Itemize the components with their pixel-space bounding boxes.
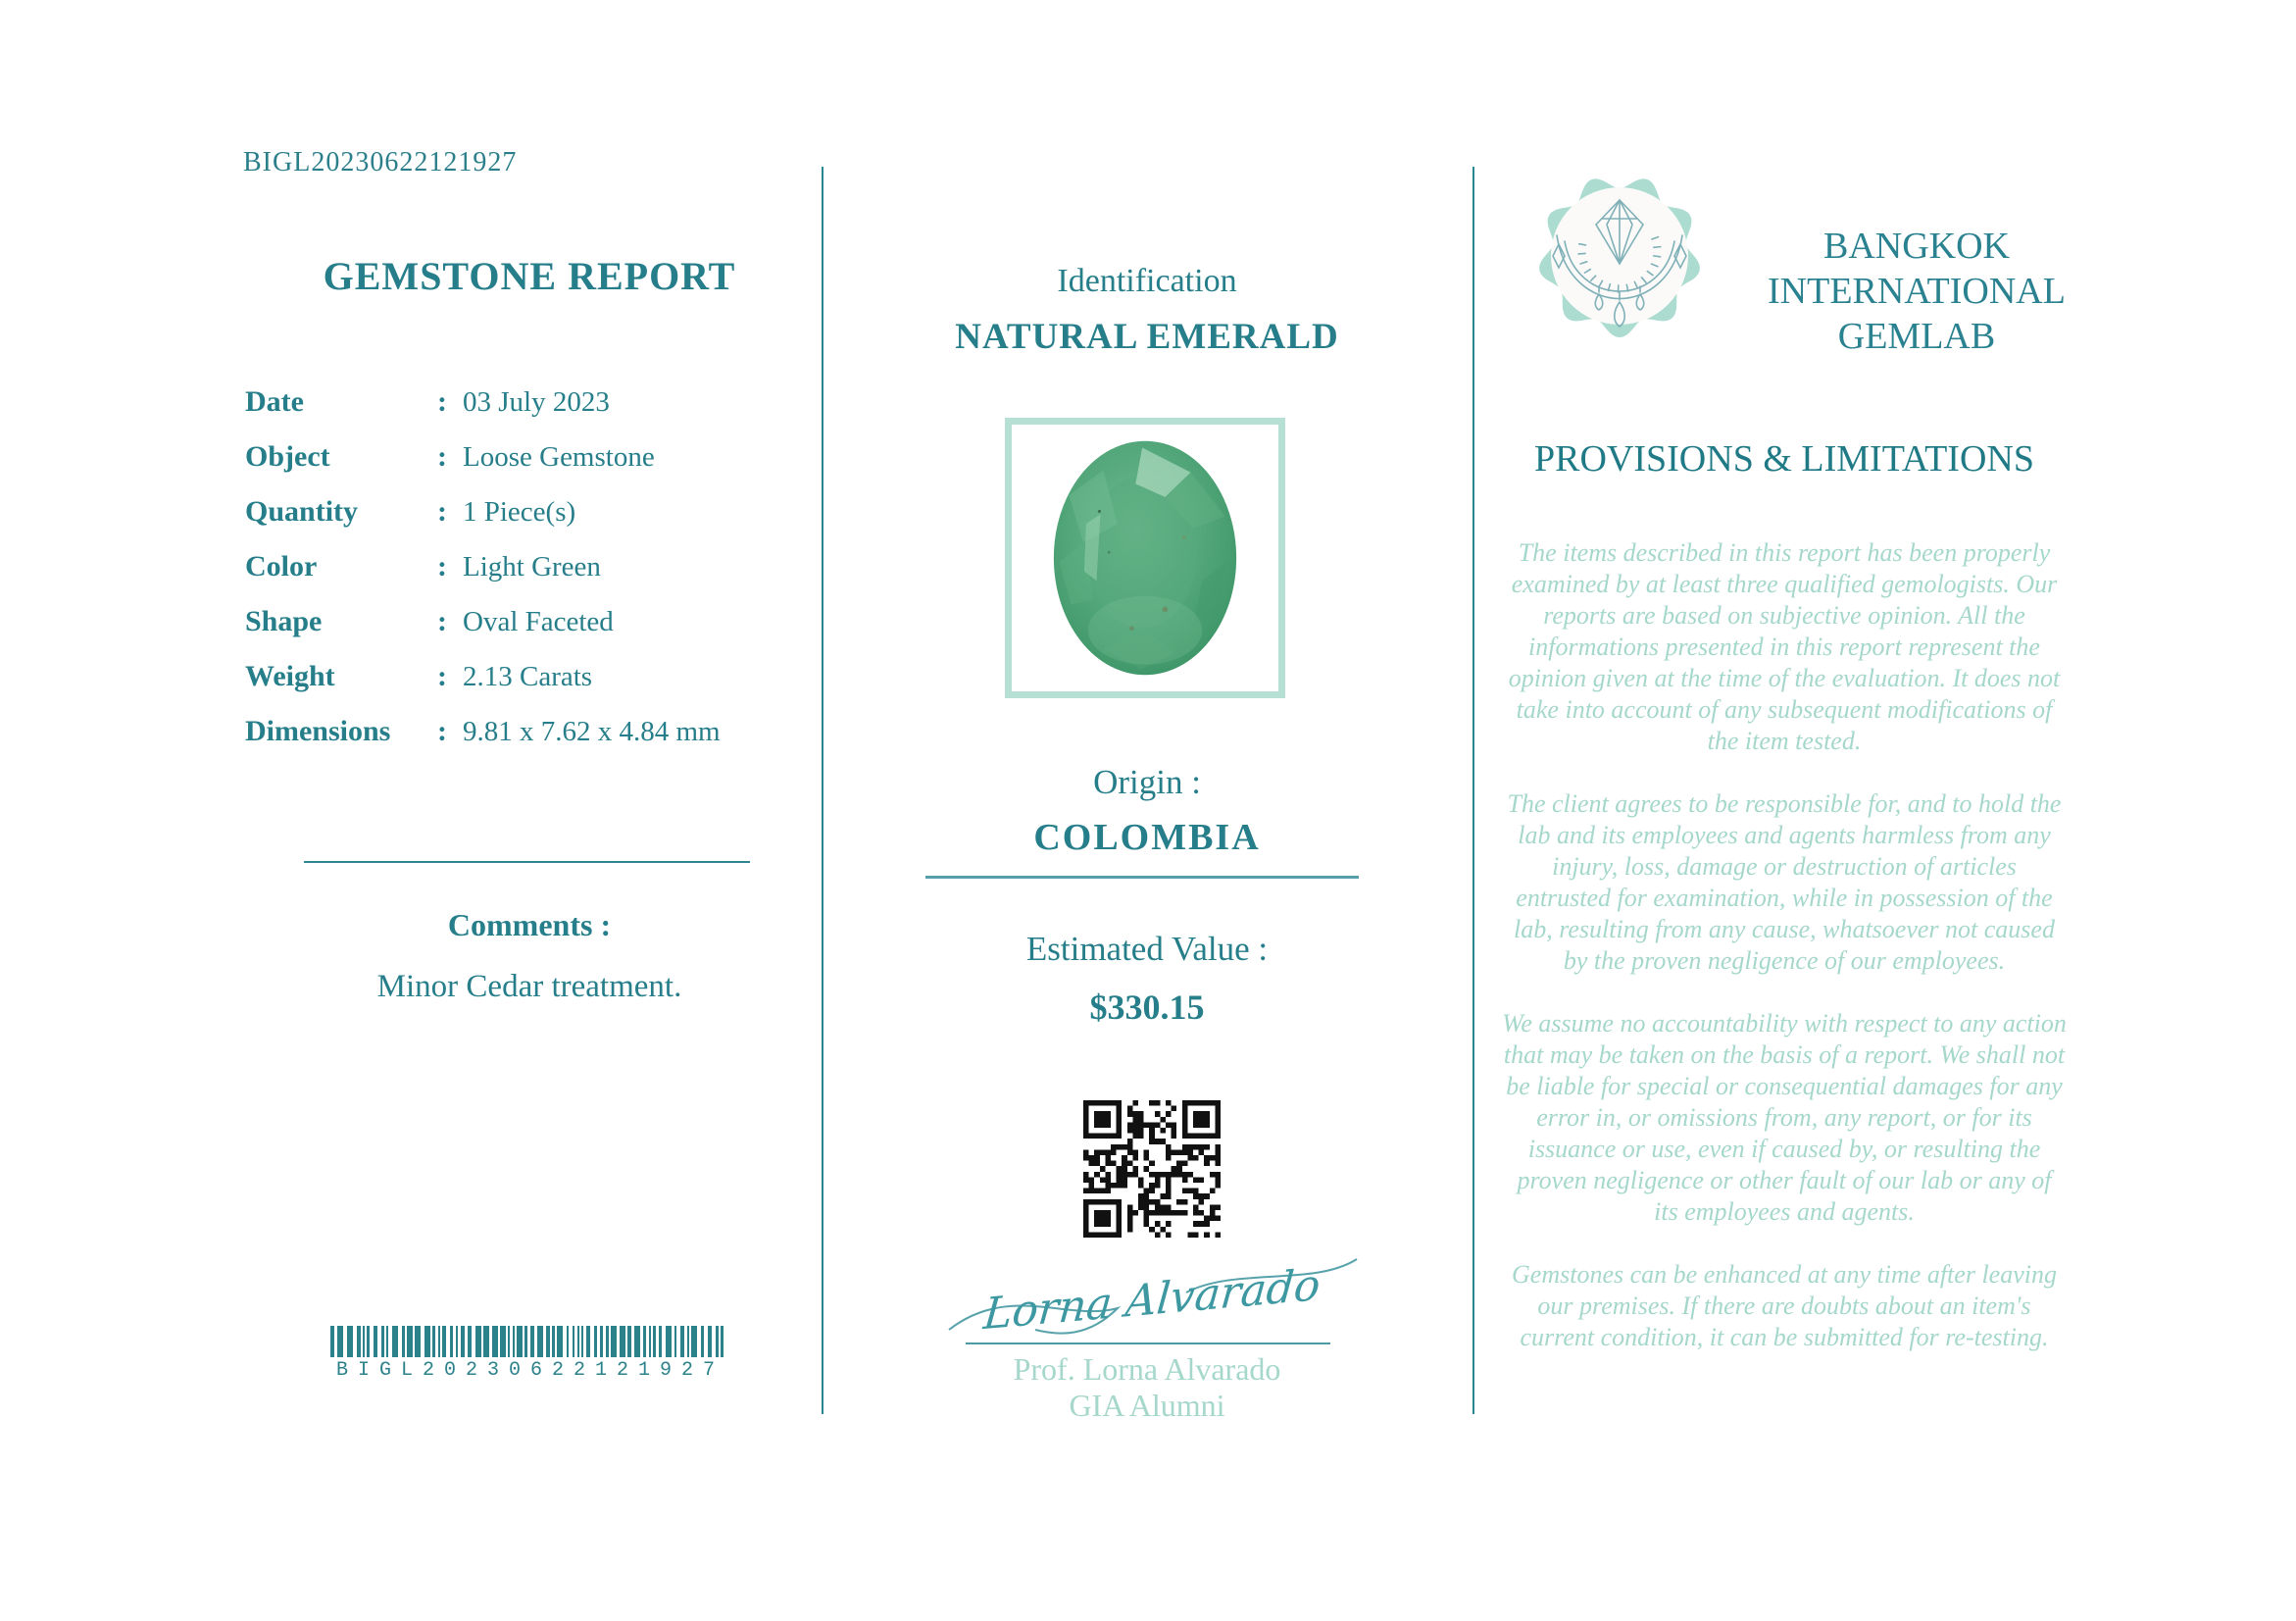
detail-row-dimensions <box>245 704 794 759</box>
detail-colon: : <box>437 550 447 583</box>
comments-label: Comments : <box>447 907 612 942</box>
signature-name-script: Lorna Alvarado <box>981 1259 1323 1341</box>
lab-name-line: GEMLAB <box>1837 316 1996 357</box>
comments-text: Minor Cedar treatment. <box>376 969 682 1004</box>
detail-colon: : <box>437 385 447 418</box>
report-number: BIGL20230622121927 <box>243 147 518 177</box>
provisions-paragraph: We assume no accountability with respect to any action that may be taken on the basis of a report. We shall not be liable for special or consequential damages for any error in, or omissions from, any report, or for its issuance or use, even if caused by, or resulting the proven negligence or other fault of our lab or any of its employees and agents. <box>1502 1009 2067 1226</box>
detail-colon: : <box>437 440 447 473</box>
detail-label: Weight <box>245 660 335 692</box>
lab-name-line: INTERNATIONAL <box>1768 271 2066 312</box>
detail-value: 03 July 2023 <box>463 385 610 418</box>
provisions-text <box>1502 537 2067 1385</box>
signatory-name: Prof. Lorna Alvarado <box>1013 1351 1281 1387</box>
provisions-paragraph: The client agrees to be responsible for, and to hold the lab and its employees and agents harmless from any injury, loss, damage or destruction of articles entrusted for examination, while in possession of the lab, resulting from any cause, whatsoever not caused by the proven negligence of our employees. <box>1507 789 2062 975</box>
detail-label: Shape <box>245 605 323 637</box>
detail-row-weight <box>245 649 794 704</box>
detail-value: 9.81 x 7.62 x 4.84 mm <box>463 715 721 747</box>
detail-label: Date <box>245 385 304 418</box>
provisions-title: PROVISIONS & LIMITATIONS <box>1534 438 2034 480</box>
detail-row-color <box>245 539 794 594</box>
estimated-value-label: Estimated Value : <box>1025 930 1269 968</box>
signatory-credential: GIA Alumni <box>1069 1388 1225 1423</box>
identification-heading: Identification <box>1057 263 1237 299</box>
detail-label: Dimensions <box>245 715 391 747</box>
detail-label: Color <box>245 550 318 583</box>
column-divider-right <box>1472 167 1474 1414</box>
barcode-value: BIGL20230622121927 <box>335 1359 725 1382</box>
estimated-value: $330.15 <box>1089 988 1205 1027</box>
signature-line <box>966 1342 1330 1344</box>
detail-row-date <box>245 375 794 430</box>
origin-value: COLOMBIA <box>1033 817 1261 858</box>
qr-code <box>1083 1100 1221 1238</box>
detail-row-object <box>245 430 794 484</box>
gemstone-photo <box>1050 435 1240 681</box>
gemlab-logo <box>1532 169 1707 343</box>
detail-value: Light Green <box>463 550 601 583</box>
detail-row-quantity <box>245 484 794 539</box>
provisions-paragraph: The items described in this report has been properly examined by at least three qualified gemologists. Our reports are based on subjective opinion. All the informations presented in this report represent the opinion given at the time of the evaluation. It does not take into account of any subsequent modifications of the item tested. <box>1508 538 2061 755</box>
detail-value: 2.13 Carats <box>463 660 593 692</box>
identification-value: NATURAL EMERALD <box>955 317 1339 357</box>
detail-label: Object <box>245 440 330 473</box>
detail-colon: : <box>437 495 447 528</box>
detail-value: Oval Faceted <box>463 605 614 637</box>
middle-section-divider <box>925 876 1359 879</box>
provisions-paragraph: Gemstones can be enhanced at any time after leaving our premises. If there are doubts about an item's current condition, it can be submitted for re-testing. <box>1512 1260 2057 1351</box>
detail-colon: : <box>437 660 447 692</box>
detail-value: Loose Gemstone <box>463 440 655 473</box>
detail-colon: : <box>437 715 447 747</box>
signature <box>941 1253 1363 1343</box>
report-title: GEMSTONE REPORT <box>323 254 736 298</box>
gem-details-table <box>245 375 794 759</box>
lab-name <box>1721 224 2113 359</box>
barcode <box>330 1326 730 1382</box>
detail-value: 1 Piece(s) <box>463 495 576 528</box>
origin-label: Origin : <box>1093 763 1201 801</box>
lab-name-line: BANGKOK <box>1823 226 2010 267</box>
left-section-divider <box>304 861 750 863</box>
gemstone-photo-frame <box>1005 418 1285 698</box>
detail-row-shape <box>245 594 794 649</box>
detail-label: Quantity <box>245 495 359 528</box>
detail-colon: : <box>437 605 447 637</box>
barcode-bars-icon <box>330 1326 730 1357</box>
